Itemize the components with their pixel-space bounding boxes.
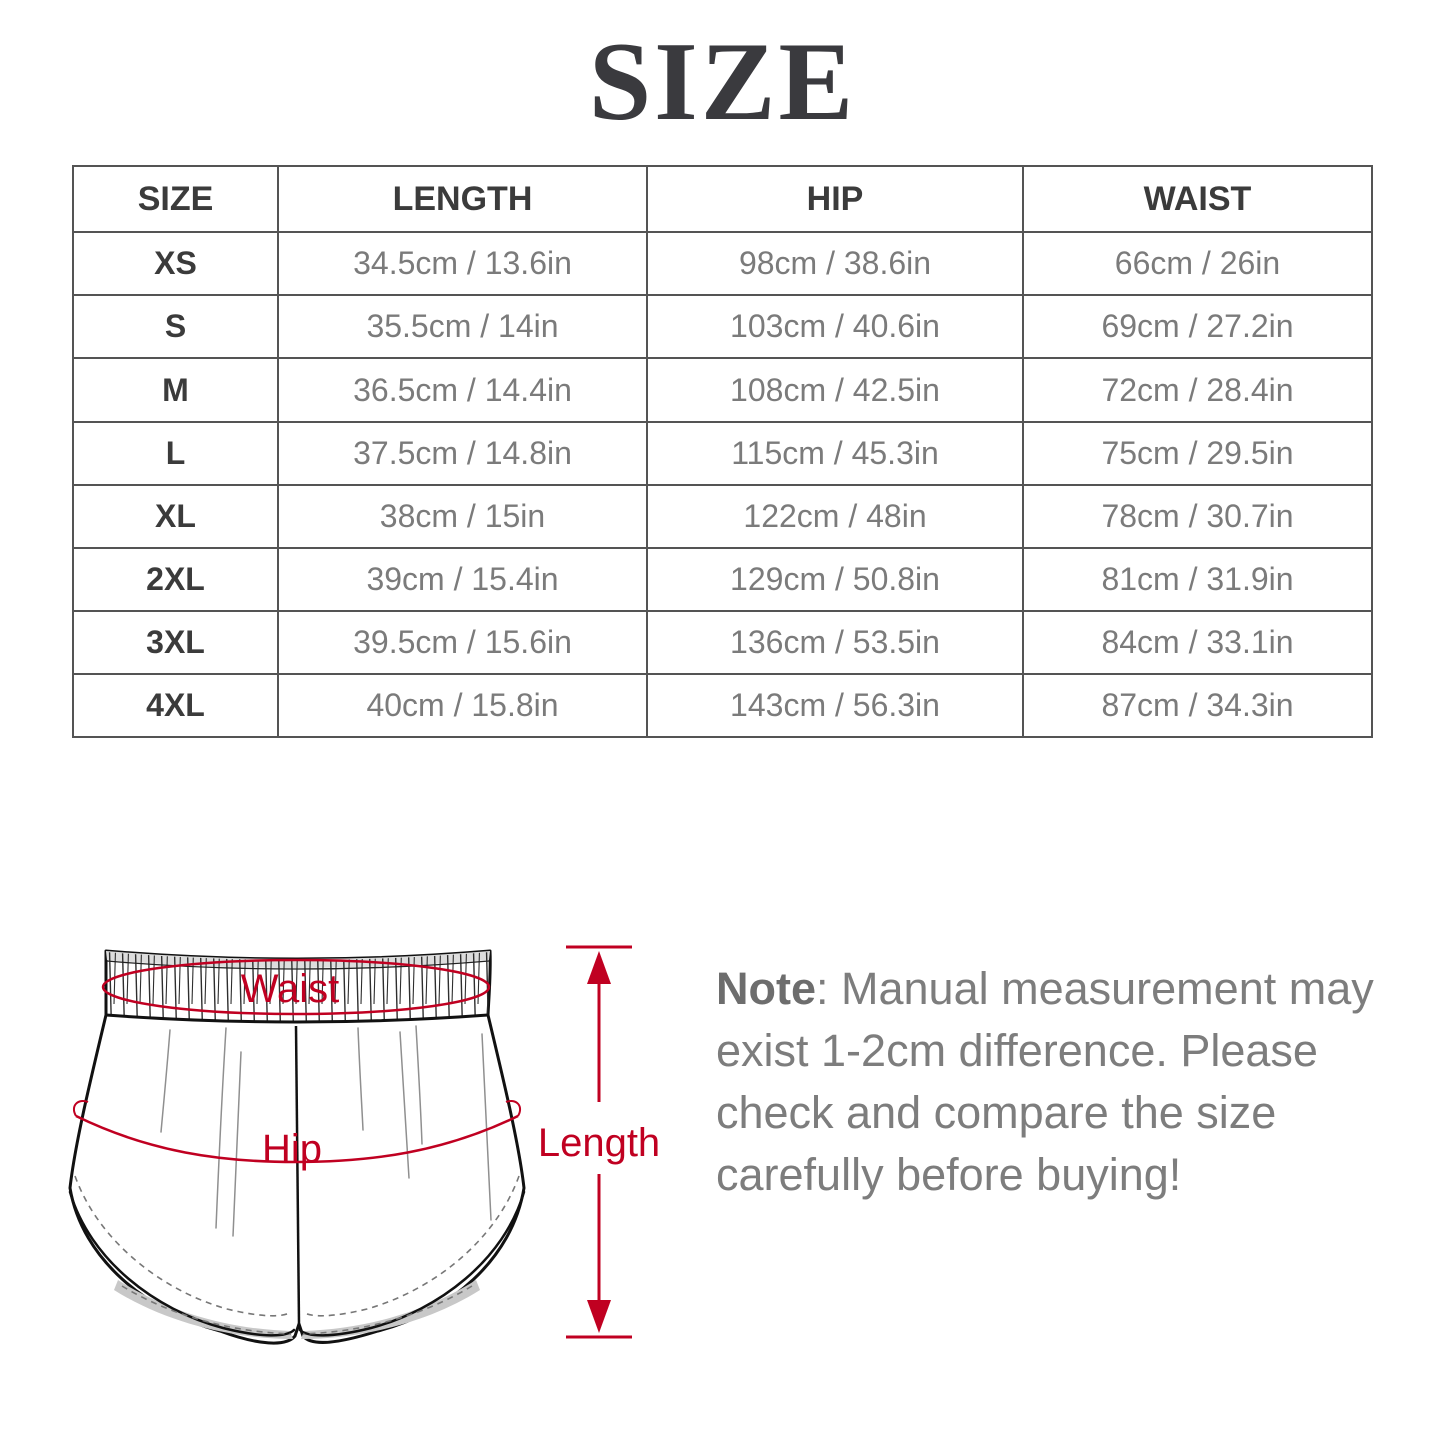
hip-cell: 98cm / 38.6in: [647, 232, 1023, 295]
size-cell: S: [73, 295, 278, 358]
table-row: [73, 295, 1372, 358]
table-header-row: [73, 166, 1372, 232]
waist-cell: 84cm / 33.1in: [1023, 611, 1372, 674]
size-cell: XL: [73, 485, 278, 548]
col-header-size: SIZE: [73, 166, 278, 232]
col-header-waist: WAIST: [1023, 166, 1372, 232]
table-row: [73, 548, 1372, 611]
note-label: Note: [716, 963, 816, 1014]
length-cell: 35.5cm / 14in: [278, 295, 647, 358]
size-table: [72, 165, 1373, 738]
table-row: [73, 485, 1372, 548]
hip-cell: 129cm / 50.8in: [647, 548, 1023, 611]
hip-cell: 136cm / 53.5in: [647, 611, 1023, 674]
length-cell: 39.5cm / 15.6in: [278, 611, 647, 674]
waist-cell: 66cm / 26in: [1023, 232, 1372, 295]
waist-label: Waist: [240, 967, 340, 1011]
waist-cell: 87cm / 34.3in: [1023, 674, 1372, 737]
size-cell: 4XL: [73, 674, 278, 737]
size-cell: L: [73, 422, 278, 485]
size-cell: 3XL: [73, 611, 278, 674]
waist-cell: 78cm / 30.7in: [1023, 485, 1372, 548]
table-row: [73, 232, 1372, 295]
table-row: [73, 358, 1372, 421]
length-cell: 36.5cm / 14.4in: [278, 358, 647, 421]
page-title: SIZE: [588, 20, 857, 144]
length-arrowhead-top: [587, 951, 611, 984]
size-cell: M: [73, 358, 278, 421]
length-cell: 40cm / 15.8in: [278, 674, 647, 737]
length-cell: 37.5cm / 14.8in: [278, 422, 647, 485]
waist-cell: 69cm / 27.2in: [1023, 295, 1372, 358]
shorts-measurement-diagram: [60, 930, 680, 1400]
length-cell: 38cm / 15in: [278, 485, 647, 548]
table-row: [73, 611, 1372, 674]
length-label: Length: [537, 1121, 661, 1165]
hip-label: Hip: [261, 1127, 323, 1171]
table-row: [73, 674, 1372, 737]
waist-cell: 72cm / 28.4in: [1023, 358, 1372, 421]
hip-cell: 143cm / 56.3in: [647, 674, 1023, 737]
col-header-length: LENGTH: [278, 166, 647, 232]
waist-cell: 75cm / 29.5in: [1023, 422, 1372, 485]
measurement-note: [716, 958, 1388, 1206]
hip-cell: 108cm / 42.5in: [647, 358, 1023, 421]
note-text: : Manual measurement may exist 1-2cm difference. Please check and compare the size carefully before buying!: [716, 963, 1374, 1200]
length-cell: 39cm / 15.4in: [278, 548, 647, 611]
shorts-drawing: [60, 930, 680, 1400]
waist-cell: 81cm / 31.9in: [1023, 548, 1372, 611]
size-cell: 2XL: [73, 548, 278, 611]
size-cell: XS: [73, 232, 278, 295]
hip-cell: 115cm / 45.3in: [647, 422, 1023, 485]
length-arrowhead-bottom: [587, 1300, 611, 1333]
hip-cell: 103cm / 40.6in: [647, 295, 1023, 358]
length-cell: 34.5cm / 13.6in: [278, 232, 647, 295]
hip-cell: 122cm / 48in: [647, 485, 1023, 548]
col-header-hip: HIP: [647, 166, 1023, 232]
table-row: [73, 422, 1372, 485]
